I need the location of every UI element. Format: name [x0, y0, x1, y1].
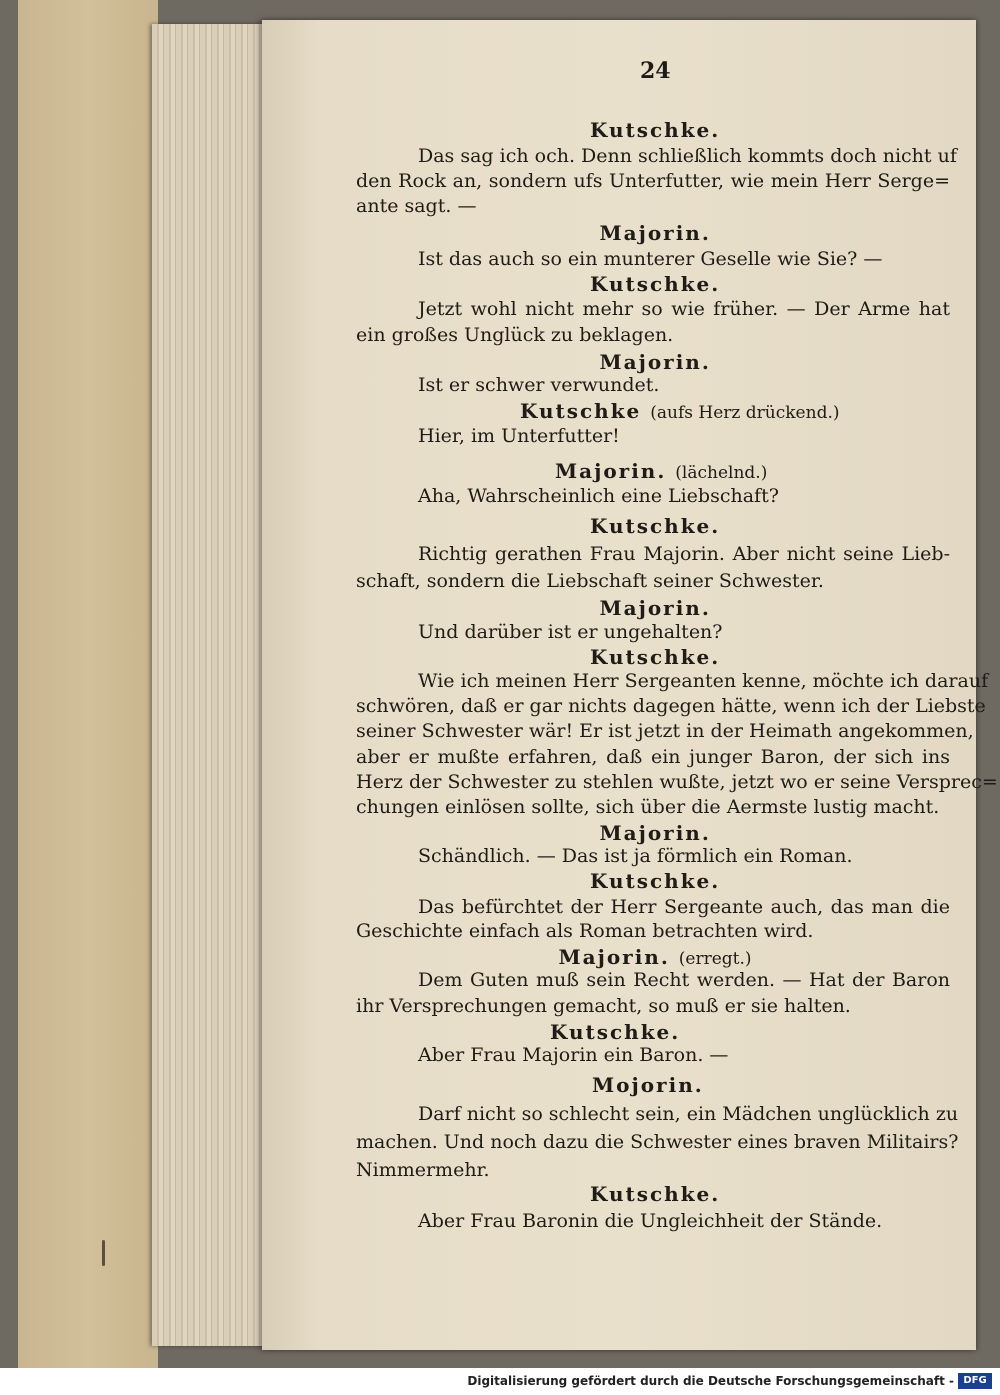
dialogue-line: Richtig gerathen Frau Majorin. Aber nicht seine Lieb- — [418, 543, 950, 565]
speaker-name: Majorin. — [555, 459, 667, 483]
dialogue-line: chungen einlösen sollte, sich über die Aermste lustig macht. — [356, 796, 940, 818]
dialogue-line: seiner Schwester wär! Er ist jetzt in der Heimath angekommen, — [356, 720, 974, 742]
speaker-name: Kutschke. — [550, 1020, 681, 1044]
footer-credit: Digitalisierung gefördert durch die Deutsche Forschungsgemeinschaft - — [467, 1374, 954, 1388]
speaker-name: Kutschke — [520, 399, 642, 423]
speaker-name: Kutschke. — [590, 118, 721, 142]
stage-direction: (aufs Herz drückend.) — [650, 403, 840, 423]
dialogue-line: Aber Frau Baronin die Ungleichheit der Stände. — [418, 1210, 883, 1232]
speaker-name: Majorin. — [558, 945, 670, 969]
speaker-heading — [600, 821, 711, 845]
dialogue-line: Aha, Wahrscheinlich eine Liebschaft? — [418, 485, 779, 507]
speaker-heading — [590, 118, 720, 142]
dialogue-line: Jetzt wohl nicht mehr so wie früher. — Der Arme hat — [418, 298, 950, 320]
page-edges — [152, 24, 264, 1346]
dialogue-line: aber er mußte erfahren, daß ein junger Baron, der sich ins — [356, 746, 950, 768]
dialogue-line: ihr Versprechungen gemacht, so muß er sie halten. — [356, 995, 851, 1017]
stage-direction: (lächelnd.) — [675, 463, 768, 483]
speaker-heading — [592, 1073, 704, 1097]
dialogue-line: Ist das auch so ein munterer Geselle wie Sie? — — [418, 248, 883, 270]
dialogue-line: Nimmermehr. — [356, 1159, 490, 1181]
speaker-heading — [555, 459, 767, 483]
dialogue-line: schaft, sondern die Liebschaft seiner Schwester. — [356, 570, 824, 592]
speaker-heading — [590, 514, 720, 538]
dialogue-line: Darf nicht so schlecht sein, ein Mädchen unglücklich zu — [418, 1103, 959, 1125]
dialogue-line: Wie ich meinen Herr Sergeanten kenne, möchte ich darauf — [418, 670, 989, 692]
stage-direction: (erregt.) — [678, 949, 752, 969]
dialogue-line: Und darüber ist er ungehalten? — [418, 621, 723, 643]
dfg-logo-icon: DFG — [958, 1373, 992, 1389]
speaker-heading — [559, 945, 752, 969]
dialogue-line: Geschichte einfach als Roman betrachten wird. — [356, 920, 814, 942]
speaker-heading — [550, 1020, 680, 1044]
speaker-name: Majorin. — [599, 596, 711, 620]
speaker-name: Majorin. — [599, 350, 711, 374]
speaker-heading — [590, 645, 720, 669]
speaker-name: Kutschke. — [590, 645, 721, 669]
dialogue-line: Ist er schwer verwundet. — [418, 374, 660, 396]
dialogue-line: ein großes Unglück zu beklagen. — [356, 324, 674, 346]
speaker-name: Majorin. — [599, 221, 711, 245]
speaker-heading — [590, 1182, 720, 1206]
speaker-heading — [600, 596, 711, 620]
dialogue-line: Herz der Schwester zu stehlen wußte, jetzt wo er seine Versprec= — [356, 771, 998, 793]
speaker-heading — [590, 869, 720, 893]
dialogue-line: den Rock an, sondern ufs Unterfutter, wie mein Herr Serge= — [356, 170, 950, 192]
dialogue-line: Das sag ich och. Denn schließlich kommts doch nicht uf — [418, 145, 957, 167]
speaker-name: Majorin. — [599, 821, 711, 845]
dialogue-line: Schändlich. — Das ist ja förmlich ein Roman. — [418, 845, 853, 867]
dialogue-line: ante sagt. — — [356, 195, 477, 217]
dialogue-line: Dem Guten muß sein Recht werden. — Hat der Baron — [418, 969, 950, 991]
speaker-name: Mojorin. — [592, 1073, 704, 1097]
speaker-name: Kutschke. — [590, 869, 721, 893]
speaker-heading — [600, 350, 711, 374]
dialogue-line: Hier, im Unterfutter! — [418, 425, 620, 447]
speaker-name: Kutschke. — [590, 1182, 721, 1206]
board-mark — [102, 1240, 105, 1266]
speaker-heading — [600, 221, 711, 245]
speaker-heading — [520, 399, 839, 423]
speaker-name: Kutschke. — [590, 514, 721, 538]
dialogue-line: machen. Und noch dazu die Schwester eines braven Militairs? — [356, 1131, 959, 1153]
dialogue-line: Das befürchtet der Herr Sergeante auch, das man die — [418, 896, 950, 918]
speaker-heading — [590, 272, 720, 296]
page-number: 24 — [640, 58, 671, 84]
footer-bar — [0, 1368, 1000, 1395]
book-cover-board — [18, 0, 158, 1368]
speaker-name: Kutschke. — [590, 272, 721, 296]
dialogue-line: schwören, daß er gar nichts dagegen hätte, wenn ich der Liebste — [356, 695, 986, 717]
dialogue-line: Aber Frau Majorin ein Baron. — — [418, 1044, 729, 1066]
